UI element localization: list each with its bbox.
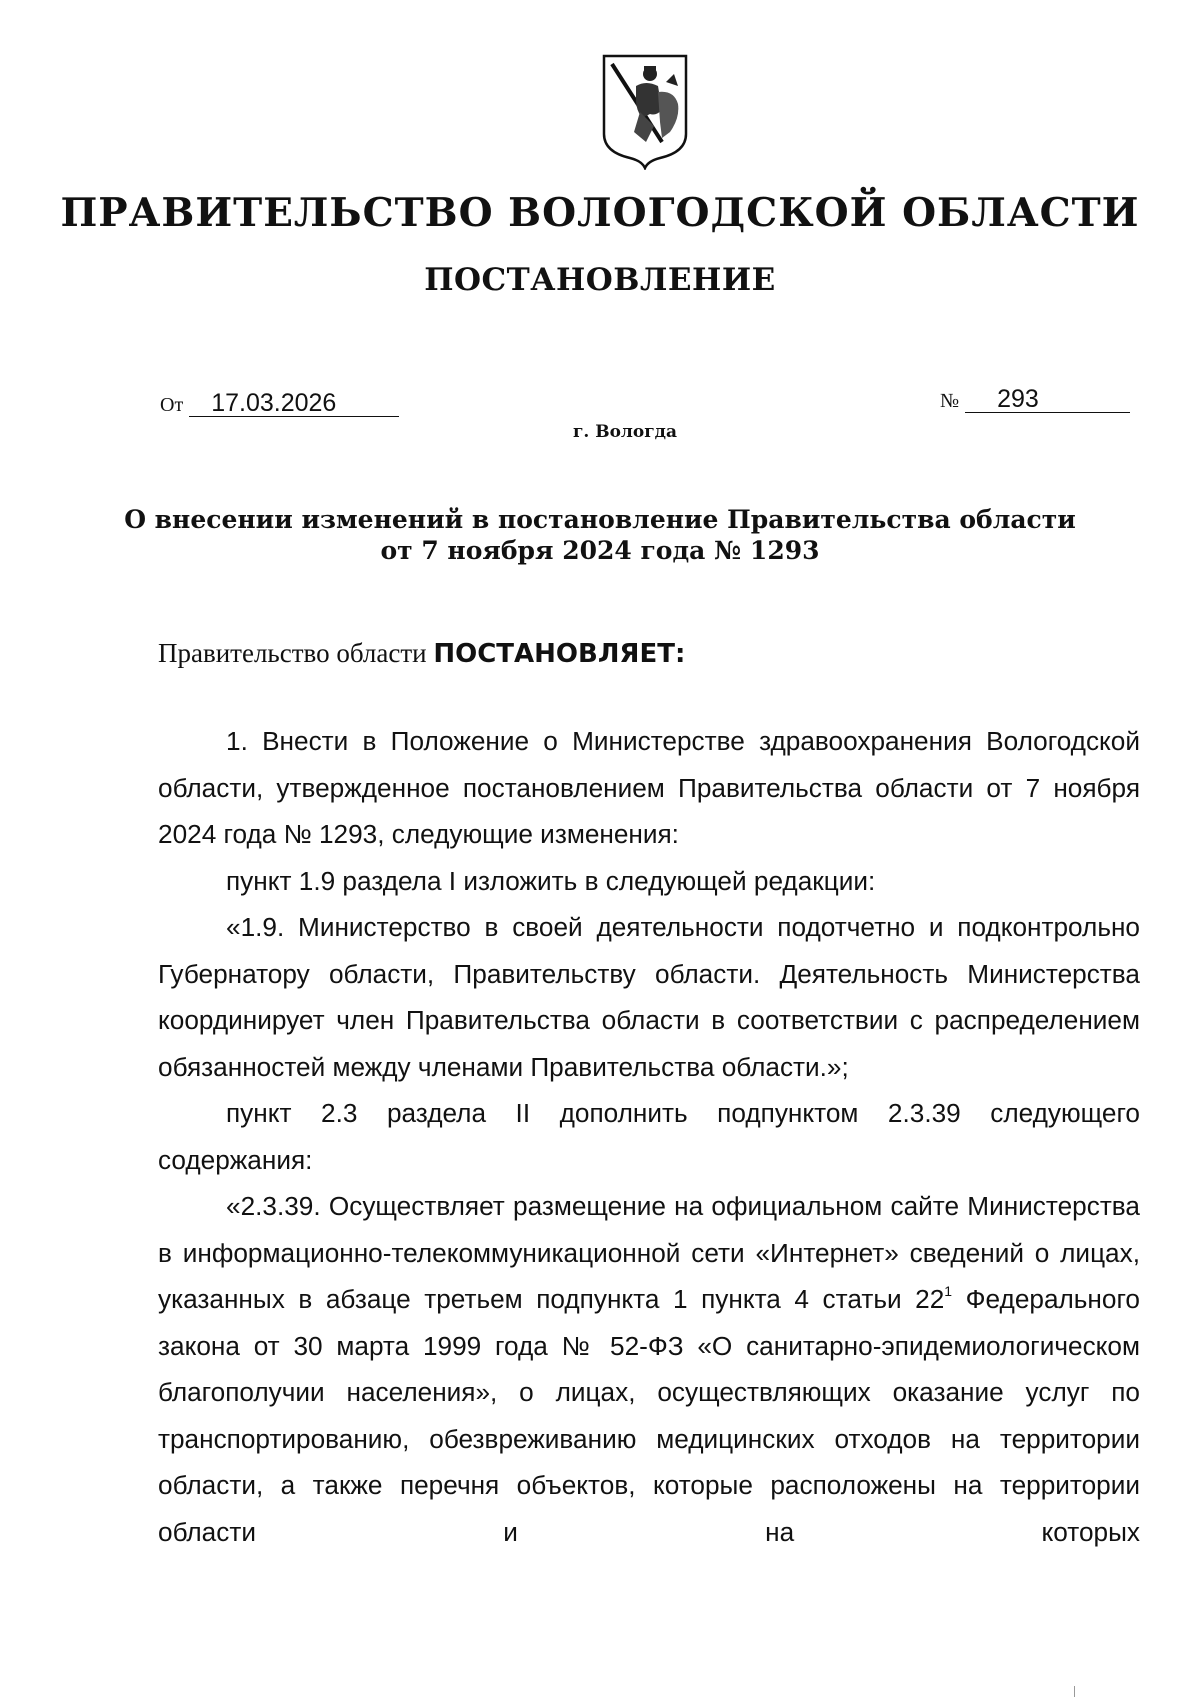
paragraph-3: «1.9. Министерство в своей деятельности подотчетно и подконтрольно Губернатору области, Правительству области. Деятельность Министерства координирует член Правительства области в соответствии с распределением обязанностей между членами Правительства области.»;: [158, 912, 1140, 1082]
document-subject: [0, 504, 1200, 566]
number-field: [940, 386, 1130, 413]
preamble-text: Правительство области: [158, 638, 434, 668]
paragraph-4: пункт 2.3 раздела II дополнить подпунктом 2.3.39 следующего содержания:: [158, 1098, 1140, 1175]
subject-line-2: от 7 ноября 2024 года № 1293: [380, 536, 820, 565]
document-body: [158, 718, 1140, 1555]
paragraph-5-part-b: Федерального закона от 30 марта 1999 года № 52-ФЗ «О санитарно-эпидемиологическом благополучии населения», о лицах, осуществляющих оказание услуг по транспортированию, обезвреживанию медицинских отходов на территории области, а также перечня объектов, которые расположены на территории области и на которых: [158, 1284, 1140, 1547]
coat-of-arms-emblem: [600, 52, 690, 170]
paragraph-2: пункт 1.9 раздела I изложить в следующей редакции:: [226, 865, 876, 896]
organization-title: ПРАВИТЕЛЬСТВО ВОЛОГОДСКОЙ ОБЛАСТИ: [60, 190, 1140, 236]
number-prefix: №: [940, 390, 960, 412]
date-value: 17.03.2026: [189, 390, 399, 417]
preamble-bold: ПОСТАНОВЛЯЕТ:: [433, 639, 686, 669]
date-field: [160, 390, 399, 417]
document-type-title: ПОСТАНОВЛЕНИЕ: [424, 262, 776, 298]
subject-line-1: О внесении изменений в постановление Правительства области: [124, 505, 1076, 534]
paragraph-5: [158, 1183, 1140, 1555]
paragraph-5-superscript: 1: [944, 1283, 953, 1300]
scan-mark: [1074, 1686, 1075, 1697]
preamble: [158, 638, 685, 669]
date-prefix: От: [160, 394, 184, 416]
paragraph-5-part-a: «2.3.39. Осуществляет размещение на официальном сайте Министерства в информационно-телекоммуникационной сети «Интернет» сведений о лицах, указанных в абзаце третьем подпункта 1 пункта 4 статьи 22: [158, 1191, 1140, 1314]
number-value: 293: [965, 386, 1130, 413]
city-label: г. Вологда: [572, 422, 678, 442]
paragraph-1: 1. Внести в Положение о Министерстве здравоохранения Вологодской области, утвержденное постановлением Правительства области от 7 ноября 2024 года № 1293, следующие изменения:: [158, 726, 1140, 849]
